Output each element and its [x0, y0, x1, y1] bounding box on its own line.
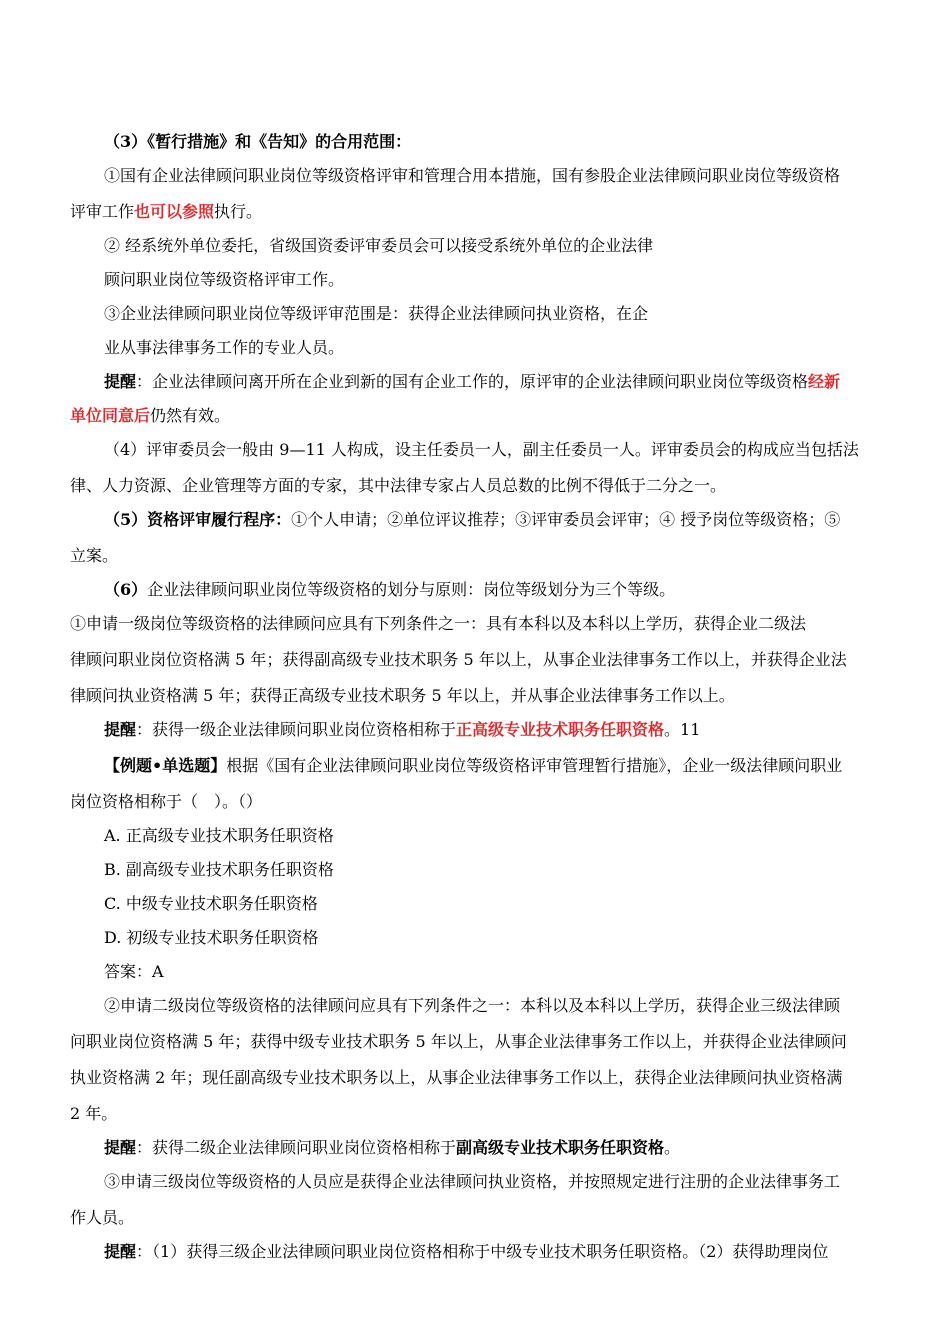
option-a [104, 826, 334, 846]
reminder-line [104, 720, 700, 740]
paragraph-line [104, 304, 648, 324]
text-run: 答案：A [104, 962, 164, 981]
text-run: 执行。 [214, 202, 263, 221]
paragraph-line [104, 166, 840, 186]
bold-text: （5）资格评审履行程序： [104, 510, 292, 529]
text-run: 顾问职业岗位等级资格评审工作。 [104, 270, 345, 289]
highlight-text: 单位同意后 [70, 406, 151, 425]
text-run: ：获得一级企业法律顾问职业岗位资格相称于 [136, 720, 457, 739]
paragraph-line [104, 338, 344, 358]
highlight-text: 正高级专业技术职务任职资格 [456, 720, 665, 739]
text-run: 2 年。 [70, 1104, 118, 1123]
text-run: 律、人力资源、企业管理等方面的专家，其中法律专家占人员总数的比例不得低于二分之一。 [70, 476, 727, 495]
reminder-line [104, 372, 840, 392]
paragraph-line [70, 614, 806, 634]
bold-text: 提醒 [104, 1242, 137, 1261]
text-run: 执业资格满 2 年；现任副高级专业技术职务以上，从事企业法律事务工作以上，获得企业法律顾问执业资格满 [70, 1068, 843, 1087]
text-run: 立案。 [70, 546, 119, 565]
paragraph-line [104, 1172, 840, 1192]
bold-text: 【例题•单选题】 [104, 756, 227, 775]
text-run: ② 经系统外单位委托，省级国资委评审委员会可以接受系统外单位的企业法律 [104, 236, 654, 255]
text-run: ：（1）获得三级企业法律顾问职业岗位资格相称于中级专业技术职务任职资格。（2）获得助理岗位 [136, 1242, 829, 1261]
text-run: 问职业岗位资格满 5 年；获得中级专业技术职务 5 年以上，从事企业法律事务工作以上，并获得企业法律顾问 [70, 1032, 847, 1051]
text-run: 根据《国有企业法律顾问职业岗位等级资格评审管理暂行措施》，企业一级法律顾问职业 [226, 756, 843, 775]
bold-text: （3）《暂行措施》和《告知》的合用范围： [104, 132, 412, 151]
text-run: （4）评审委员会一般由 9—11 人构成，设主任委员一人，副主任委员一人。评审委员会的构成应当包括法 [104, 440, 859, 459]
text-run: 企业法律顾问职业岗位等级资格的划分与原则：岗位等级划分为三个等级。 [147, 580, 676, 599]
paragraph-line [104, 270, 344, 290]
bold-text: 副高级专业技术职务任职资格 [456, 1138, 665, 1157]
text-run: ①国有企业法律顾问职业岗位等级资格评审和管理合用本措施，国有参股企业法律顾问职业岗位等级资格 [104, 166, 841, 185]
answer-line [104, 962, 164, 982]
bold-text: 提醒 [104, 720, 137, 739]
option-d [104, 928, 318, 948]
bold-text: 提醒 [104, 1138, 137, 1157]
bold-text: 提醒 [104, 372, 137, 391]
paragraph-line [104, 996, 840, 1016]
example-question-line [104, 756, 842, 776]
text-run: 仍然有效。 [150, 406, 231, 425]
paragraph-line [70, 406, 230, 426]
text-run: 评审工作 [70, 202, 135, 221]
paragraph-line [104, 236, 653, 256]
text-run: 。 [664, 1138, 681, 1157]
text-run: 业从事法律事务工作的专业人员。 [104, 338, 345, 357]
highlight-text: 经新 [808, 372, 841, 391]
option-b [104, 860, 334, 880]
highlight-text: 也可以参照 [134, 202, 215, 221]
text-run: ：获得二级企业法律顾问职业岗位资格相称于 [136, 1138, 457, 1157]
text-run: ：企业法律顾问离开所在企业到新的国有企业工作的，原评审的企业法律顾问职业岗位等级资格 [136, 372, 809, 391]
text-run: 作人员。 [70, 1208, 135, 1227]
text-run: A. 正高级专业技术职务任职资格 [104, 826, 334, 845]
reminder-line [104, 1138, 680, 1158]
paragraph-line [70, 1068, 842, 1088]
section-6-line [104, 580, 675, 600]
text-run: ③申请三级岗位等级资格的人员应是获得企业法律顾问执业资格，并按照规定进行注册的企业法律事务工 [104, 1172, 841, 1191]
text-run: ②申请二级岗位等级资格的法律顾问应具有下列条件之一：本科以及本科以上学历，获得企业三级法律顾 [104, 996, 841, 1015]
paragraph-line [70, 686, 735, 706]
text-run: ①申请一级岗位等级资格的法律顾问应具有下列条件之一：具有本科以及本科以上学历，获得企业二级法 [70, 614, 807, 633]
text-run: D. 初级专业技术职务任职资格 [104, 928, 319, 947]
text-run: ③企业法律顾问职业岗位等级评审范围是：获得企业法律顾问执业资格，在企 [104, 304, 649, 323]
paragraph-line [70, 202, 262, 222]
text-run: 岗位资格相称于（ ）。（） [70, 792, 263, 811]
bold-text: （6） [104, 580, 148, 599]
text-run: ①个人申请；②单位评议推荐；③评审委员会评审；④ 授予岗位等级资格；⑤ [291, 510, 841, 529]
paragraph-line [70, 650, 847, 670]
option-c [104, 894, 318, 914]
section-4-line [104, 440, 859, 460]
reminder-line [104, 1242, 828, 1262]
section-5-line [104, 510, 840, 530]
paragraph-line [70, 792, 262, 812]
text-run: B. 副高级专业技术职务任职资格 [104, 860, 334, 879]
paragraph-line [70, 1208, 134, 1228]
text-run: C. 中级专业技术职务任职资格 [104, 894, 318, 913]
section-3-heading [104, 132, 411, 152]
paragraph-line [70, 1032, 847, 1052]
text-run: 律顾问职业岗位资格满 5 年；获得副高级专业技术职务 5 年以上，从事企业法律事务工作以上，并获得企业法 [70, 650, 847, 669]
text-run: 。11 [664, 720, 701, 739]
text-run: 律顾问执业资格满 5 年；获得正高级专业技术职务 5 年以上，并从事企业法律事务工作以上。 [70, 686, 735, 705]
paragraph-line [70, 476, 726, 496]
paragraph-line [70, 546, 118, 566]
paragraph-line [70, 1104, 117, 1124]
